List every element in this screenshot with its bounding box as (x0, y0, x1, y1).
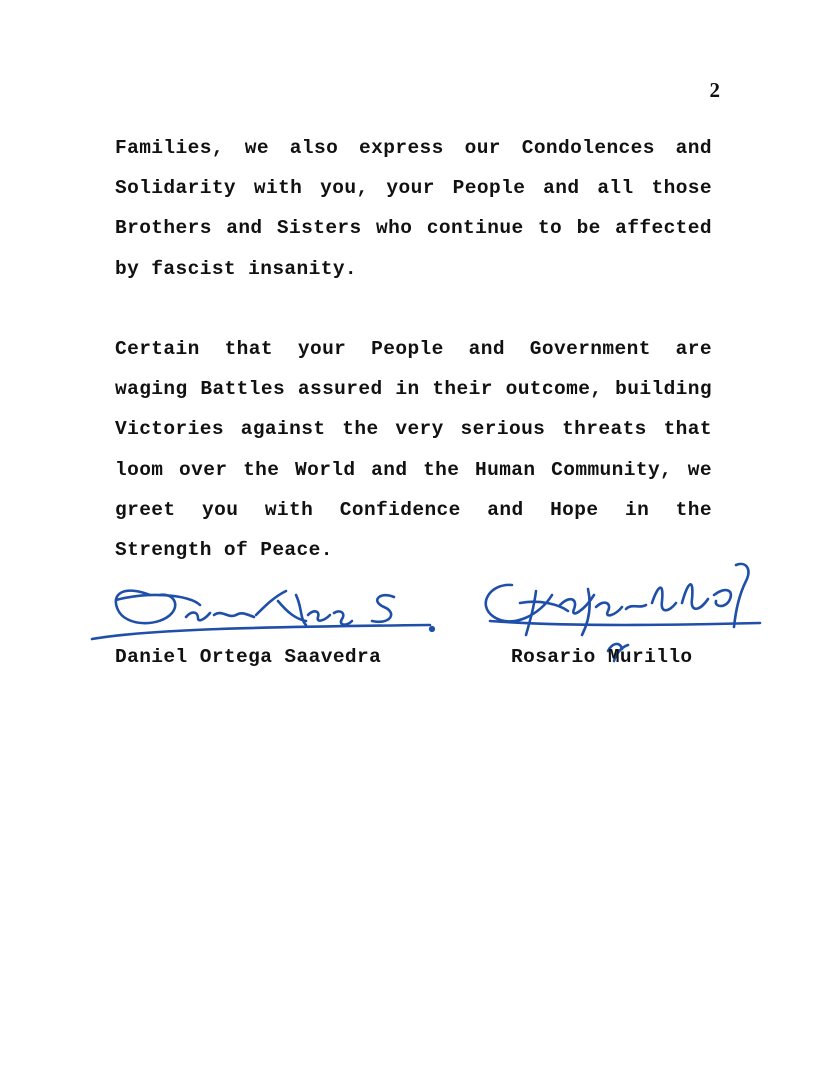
signature-daniel-ortega (92, 591, 434, 639)
paragraph-condolences: Families, we also express our Condolences and Solidarity with you, your People and all those Brothers and Sisters who continue to be affected by fascist insanity. (115, 137, 712, 280)
page-number: 2 (709, 78, 720, 102)
paragraph-greeting: Certain that your People and Government are waging Battles assured in their outcome, building Victories against the very serious threats that loom over the World and the Human Community, we greet you with Confidence and Hope in the Strength of Peace. (115, 338, 712, 562)
signatory-name-rosario-murillo: Rosario Murillo (511, 646, 693, 668)
signatory-name-daniel-ortega: Daniel Ortega Saavedra (115, 646, 382, 668)
